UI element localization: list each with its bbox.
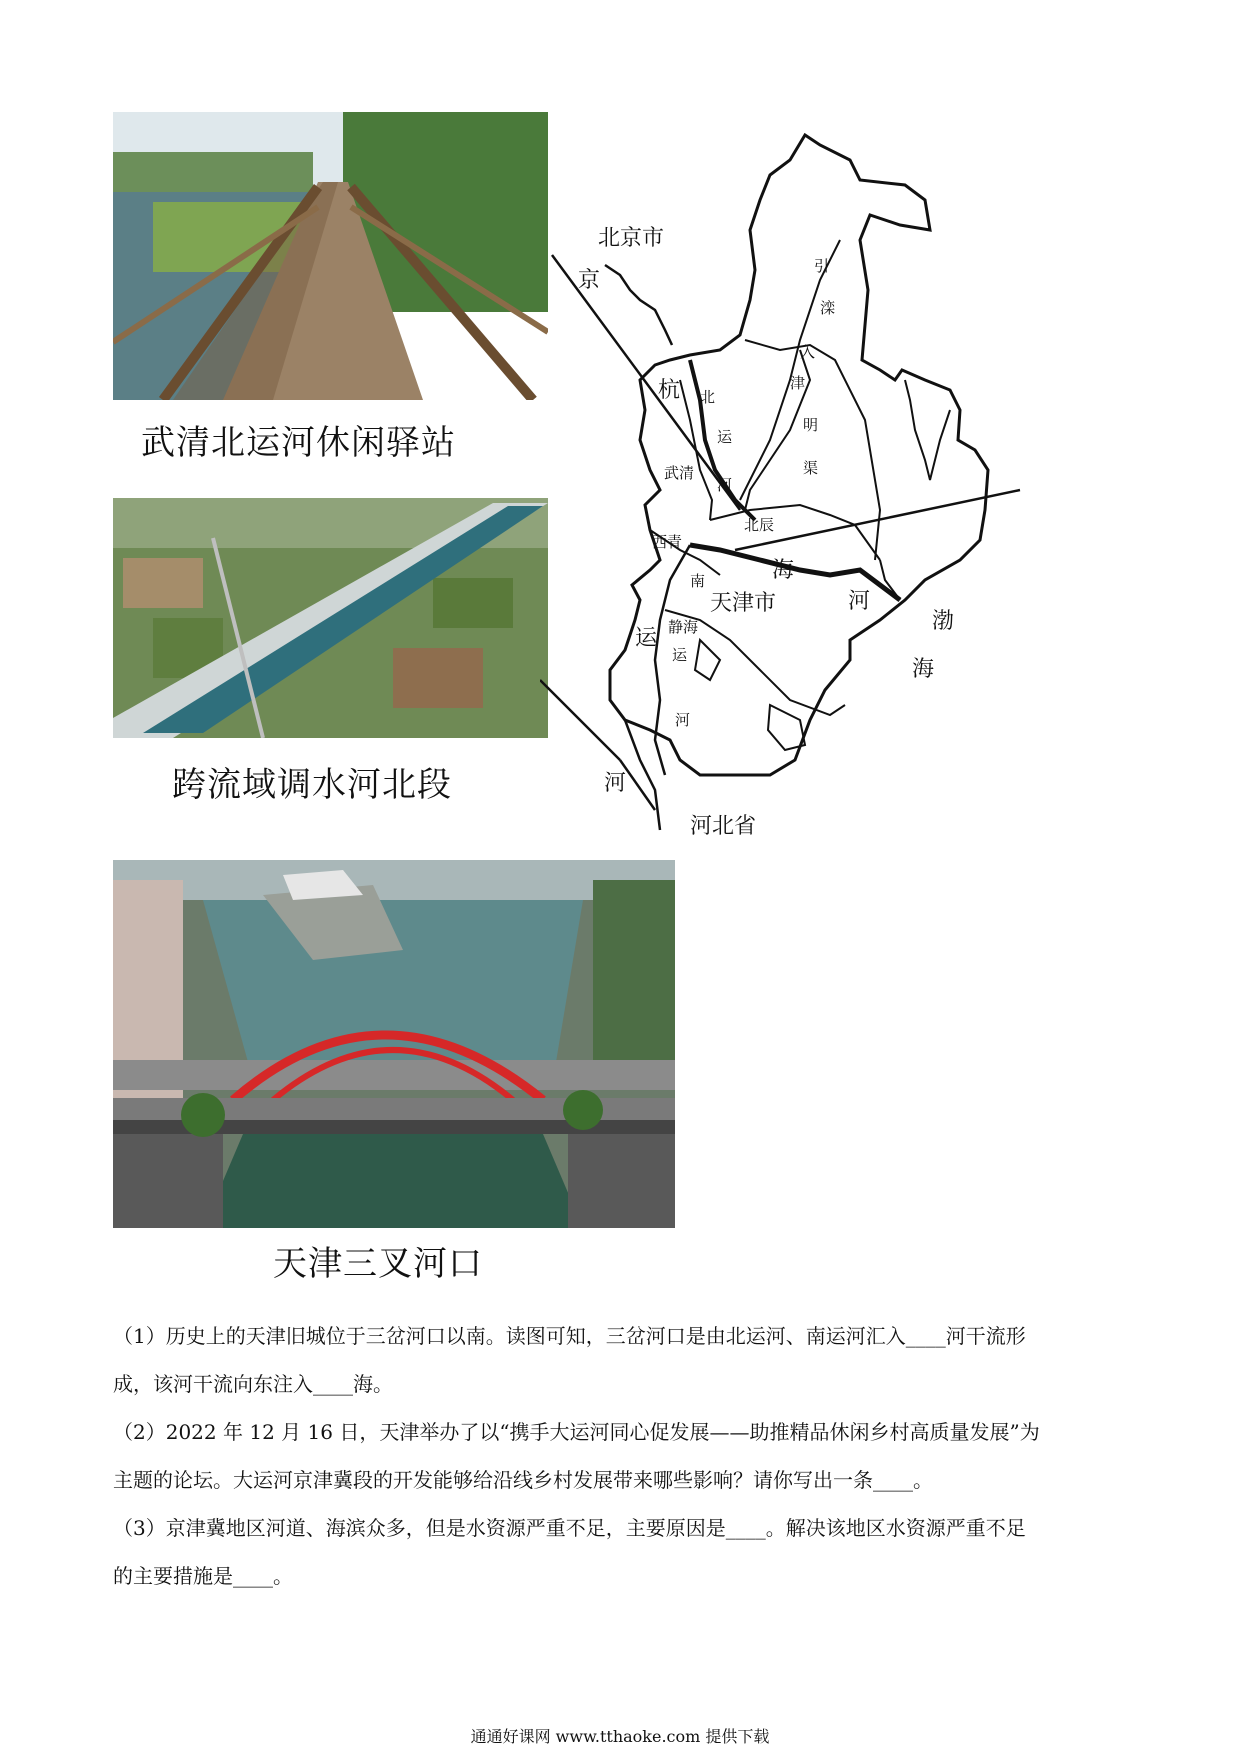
- caption-canal: 跨流域调水河北段: [172, 765, 452, 805]
- map-label-yinluan-5: 明: [803, 416, 819, 434]
- photo-wuqing-boardwalk: [113, 112, 548, 400]
- map-label-hebei: 河北省: [690, 814, 757, 839]
- map-label-nan-he: 河: [675, 711, 691, 729]
- caption-sanchakou: 天津三叉河口: [273, 1244, 483, 1284]
- question-2-text-1: 2022 年 12 月 16 日，天津举办了以“携手大运河同心促发展——助推精品休闲乡村高质量发展”为: [165, 1420, 1040, 1444]
- question-3: [113, 1504, 1123, 1600]
- question-3-text-1: 京津冀地区河道、海滨众多，但是水资源严重不足，主要原因是____。解决该地区水资源严重不足: [165, 1516, 1026, 1540]
- question-2-line-1: [113, 1408, 1123, 1456]
- map-label-hang: 杭: [658, 378, 681, 403]
- question-3-line-1: [113, 1504, 1123, 1552]
- question-3-line-2: 的主要措施是____。: [113, 1564, 293, 1588]
- map-label-yinluan-4: 津: [790, 374, 806, 392]
- map-label-yinluan-1: 引: [814, 257, 830, 275]
- map-label-jinghai: 静海: [668, 618, 699, 636]
- map-label-haihe-1: 海: [772, 558, 795, 583]
- map-label-haihe-2: 河: [848, 589, 871, 614]
- map-label-nan-yun: 运: [672, 646, 688, 664]
- question-2: [113, 1408, 1123, 1504]
- question-1: [113, 1312, 1123, 1408]
- map-label-yinluan-6: 渠: [803, 459, 819, 477]
- tianjin-map: [540, 125, 1040, 845]
- map-label-jinghang-yun: 运: [635, 626, 658, 651]
- page-footer: 通通好课网 www.tthaoke.com 提供下载: [470, 1727, 770, 1746]
- caption-wuqing: 武清北运河休闲驿站: [141, 423, 456, 463]
- photo-sanchakou-bridge: [113, 860, 675, 1228]
- map-label-xiqing: 西青: [652, 533, 683, 551]
- map-label-bohai-2: 海: [912, 657, 935, 682]
- question-1-line-2: 成，该河干流向东注入____海。: [113, 1372, 393, 1396]
- question-2-line-2: 主题的论坛。大运河京津冀段的开发能够给沿线乡村发展带来哪些影响？请你写出一条____。: [113, 1468, 933, 1492]
- map-label-nan: 南: [690, 572, 706, 590]
- map-label-wuqing: 武清: [664, 464, 695, 482]
- map-label-beichen: 北辰: [744, 516, 775, 534]
- map-label-tianjin: 天津市: [710, 591, 777, 616]
- map-label-bei-2: 运: [717, 428, 733, 446]
- map-label-bei-3: 河: [717, 476, 733, 494]
- question-2-number: （2）: [113, 1420, 166, 1444]
- map-label-jing: 京: [578, 268, 601, 293]
- map-label-bei-1: 北: [700, 388, 716, 406]
- map-label-jinghang-he: 河: [604, 771, 627, 796]
- question-3-number: （3）: [113, 1516, 166, 1540]
- question-1-number: （1）: [113, 1324, 166, 1348]
- map-label-beijing: 北京市: [598, 226, 665, 251]
- question-1-line-1: [113, 1312, 1123, 1360]
- question-1-text-1: 历史上的天津旧城位于三岔河口以南。读图可知，三岔河口是由北运河、南运河汇入____河干流形: [165, 1324, 1026, 1348]
- map-label-bohai-1: 渤: [932, 609, 955, 634]
- photo-canal-aerial: [113, 498, 548, 738]
- map-label-yinluan-3: 入: [800, 343, 816, 361]
- map-label-yinluan-2: 滦: [820, 299, 836, 317]
